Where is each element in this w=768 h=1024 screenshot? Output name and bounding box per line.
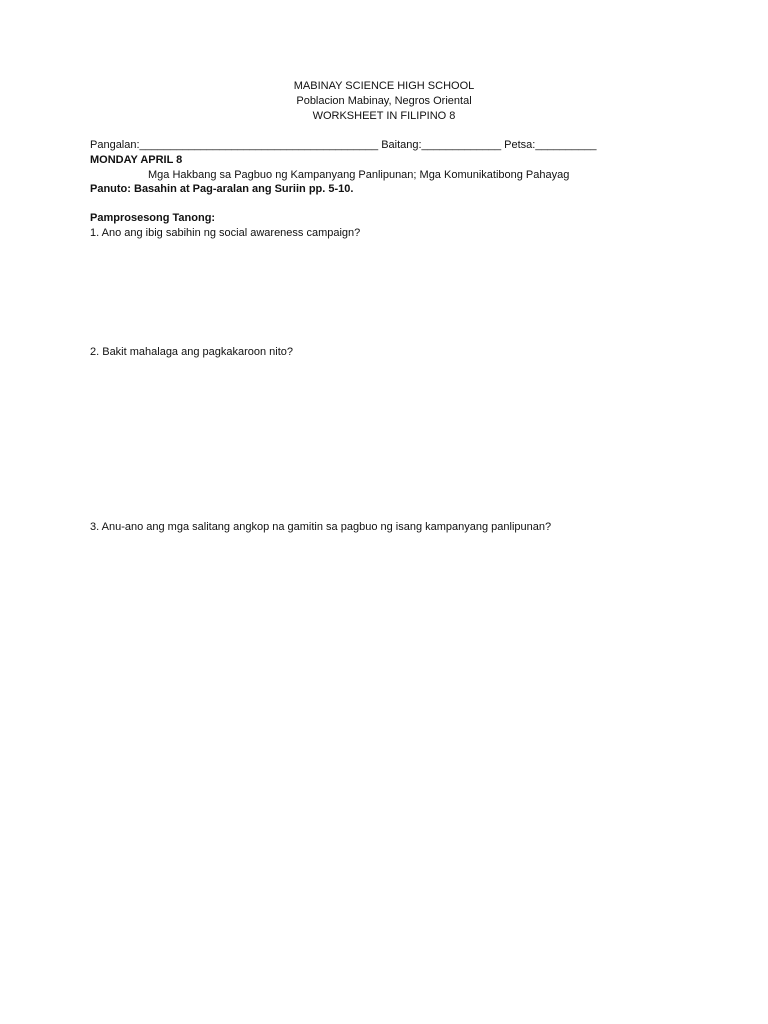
instruction: Panuto: Basahin at Pag-aralan ang Suriin pp. 5-10. (90, 183, 354, 195)
question-3: 3. Anu-ano ang mga salitang angkop na gamitin sa pagbuo ng isang kampanyang panlipunan? (90, 521, 552, 533)
question-2: 2. Bakit mahalaga ang pagkakaroon nito? (90, 346, 294, 358)
question-1: 1. Ano ang ibig sabihin ng social awareness campaign? (90, 227, 361, 239)
worksheet-title: WORKSHEET IN FILIPINO 8 (312, 110, 456, 122)
section-title: Pamprosesong Tanong: (90, 212, 216, 224)
lesson-topic: Mga Hakbang sa Pagbuo ng Kampanyang Panlipunan; Mga Komunikatibong Pahayag (148, 169, 570, 181)
student-info-line: Pangalan:_______________________________________ Baitang:_____________ Petsa:__________ (90, 139, 597, 151)
school-name: MABINAY SCIENCE HIGH SCHOOL (293, 80, 475, 92)
lesson-date: MONDAY APRIL 8 (90, 154, 183, 166)
school-address: Poblacion Mabinay, Negros Oriental (296, 95, 472, 107)
